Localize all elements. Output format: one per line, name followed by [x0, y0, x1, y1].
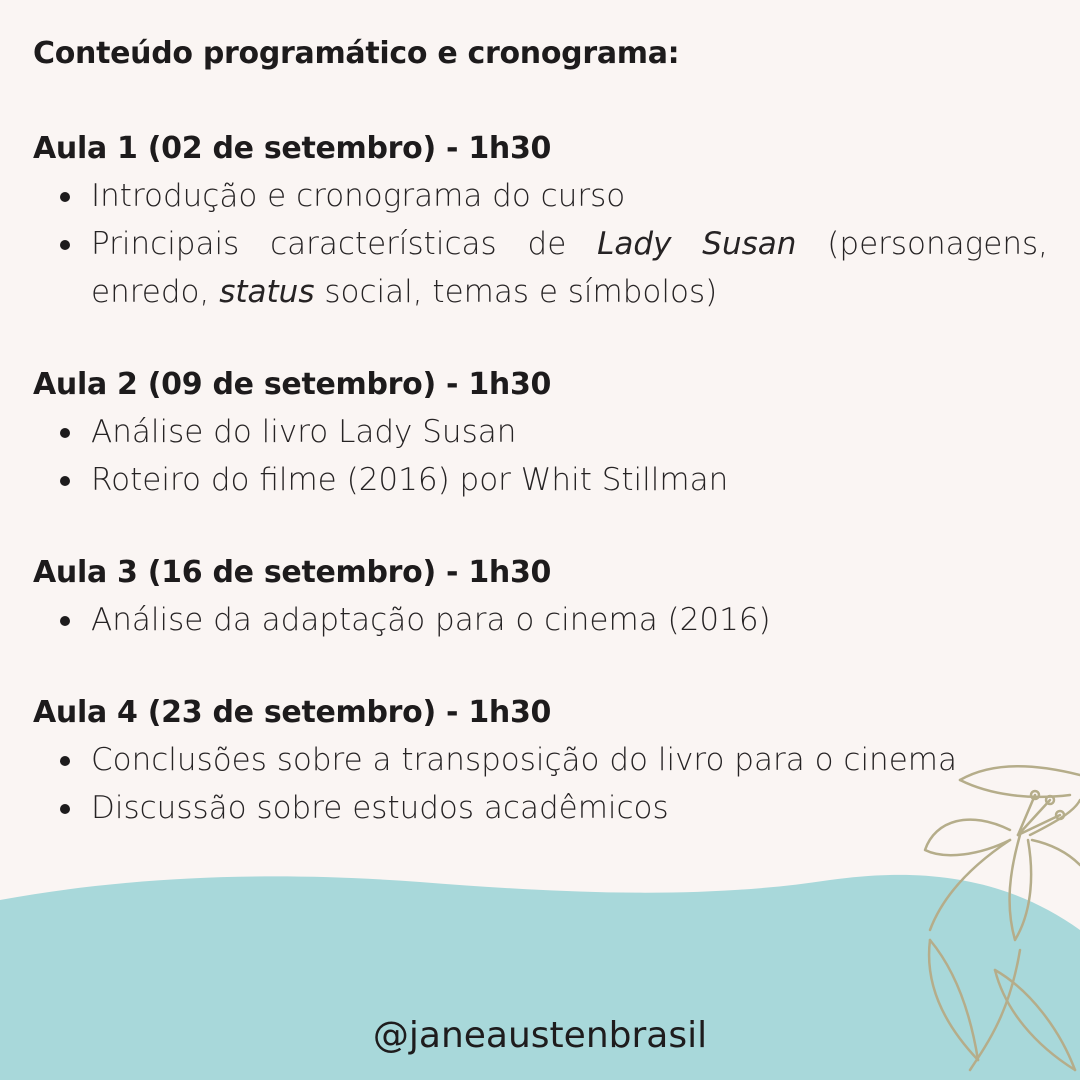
bullet-icon	[60, 240, 70, 250]
course-schedule	[33, 28, 1048, 832]
bullet-icon	[60, 804, 70, 814]
lesson-4	[33, 690, 1048, 832]
topic-text: Roteiro do filme (2016) por Whit Stillman	[91, 462, 729, 498]
instagram-handle: @janeaustenbrasil	[372, 1015, 708, 1056]
topic-italic-term: status	[219, 274, 315, 310]
topic-text-part: Principais características de	[91, 226, 598, 262]
topic-text: Discussão sobre estudos acadêmicos	[91, 790, 669, 826]
topic-text: Introdução e cronograma do curso	[91, 178, 626, 214]
list-item	[33, 220, 1048, 316]
lesson-2	[33, 362, 1048, 504]
bullet-icon	[60, 616, 70, 626]
lesson-heading: Aula 1 (02 de setembro) - 1h30	[33, 131, 552, 166]
bullet-icon	[60, 476, 70, 486]
bullet-icon	[60, 756, 70, 766]
topic-italic-title: Lady Susan	[597, 226, 797, 262]
topic-list	[33, 596, 1048, 644]
list-item	[33, 784, 1048, 832]
lesson-1	[33, 126, 1048, 316]
lesson-3	[33, 550, 1048, 644]
lesson-heading: Aula 3 (16 de setembro) - 1h30	[33, 555, 552, 590]
page-title: Conteúdo programático e cronograma:	[33, 36, 680, 71]
topic-list	[33, 736, 1048, 832]
topic-text: Análise do livro Lady Susan	[91, 414, 517, 450]
list-item	[33, 172, 1048, 220]
bullet-icon	[60, 428, 70, 438]
topic-list	[33, 172, 1048, 316]
list-item	[33, 736, 1048, 784]
list-item	[33, 408, 1048, 456]
topic-text-part: (personagens, enredo,	[91, 226, 1048, 310]
topic-text: Conclusões sobre a transposição do livro para o cinema	[91, 742, 957, 778]
list-item	[33, 596, 1048, 644]
list-item	[33, 456, 1048, 504]
bullet-icon	[60, 192, 70, 202]
lesson-heading: Aula 2 (09 de setembro) - 1h30	[33, 367, 552, 402]
topic-list	[33, 408, 1048, 504]
lesson-heading: Aula 4 (23 de setembro) - 1h30	[33, 695, 552, 730]
topic-text: Análise da adaptação para o cinema (2016)	[91, 602, 771, 638]
topic-text-part: social, temas e símbolos)	[314, 274, 718, 310]
